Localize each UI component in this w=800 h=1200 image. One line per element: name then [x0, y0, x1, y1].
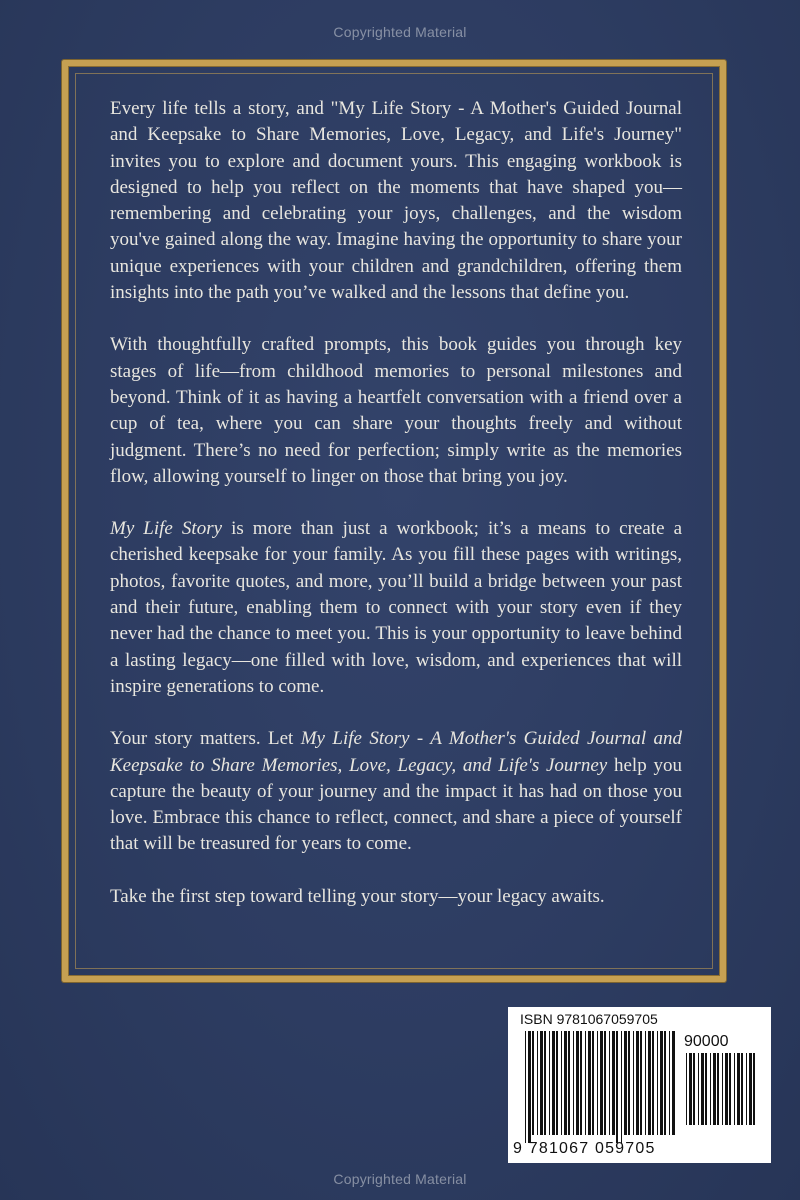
book-title-italic: My Life Story	[110, 518, 223, 540]
paragraph-keepsake	[110, 516, 682, 700]
paragraph-story-matters	[110, 726, 682, 857]
copyright-watermark-top: Copyrighted Material	[333, 24, 467, 40]
price-code-label: 90000	[684, 1033, 729, 1050]
isbn-barcode	[525, 1031, 675, 1143]
paragraph-closing: Take the first step toward telling your story—your legacy awaits.	[110, 885, 605, 907]
price-addon-barcode	[686, 1053, 760, 1133]
paragraph-story-matters-start: Your story matters. Let	[110, 728, 301, 750]
description-text	[110, 96, 682, 936]
barcode-digits: 9 781067 059705	[513, 1140, 656, 1157]
copyright-watermark-bottom: Copyrighted Material	[333, 1171, 467, 1187]
paragraph-intro: Every life tells a story, and "My Life Story - A Mother's Guided Journal and Keepsake to Share Memories, Love, Legacy, and Life's Journey" invites you to explore and document yours. This engaging workbook is designed to help you reflect on the moments that have shaped you—remembering and celebrating your joys, challenges, and the wisdom you've gained along the way. Imagine having the opportunity to share your unique experiences with your children and grandchildren, offering them insights into the path you’ve walked and the lessons that define you.	[110, 98, 682, 304]
full-title-italic: My Life Story - A Mother's Guided Journal and Keepsake to Share Memories, Love, Legacy, and Life's Journey	[110, 728, 683, 776]
isbn-barcode-box	[508, 1007, 771, 1163]
isbn-label: ISBN 9781067059705	[520, 1011, 658, 1027]
paragraph-prompts: With thoughtfully crafted prompts, this book guides you through key stages of life—from childhood memories to personal milestones and beyond. Think of it as having a heartfelt conversation with a friend over a cup of tea, where you can share your thoughts freely and without judgment. There’s no need for perfection; simply write as the memories flow, allowing yourself to linger on those that bring you joy.	[110, 334, 682, 487]
paragraph-story-matters-text: help you capture the beauty of your journey and the impact it has had on those you love. Embrace this chance to reflect, connect, and share a piece of yourself that will be treasured for years to come.	[110, 754, 682, 855]
paragraph-keepsake-text: is more than just a workbook; it’s a means to create a cherished keepsake for your family. As you fill these pages with writings, photos, favorite quotes, and more, you’ll build a bridge between your past and their future, enabling them to connect with your story even if they never had the chance to meet you. This is your opportunity to leave behind a lasting legacy—one filled with love, wisdom, and experiences that will inspire generations to come.	[110, 518, 682, 697]
